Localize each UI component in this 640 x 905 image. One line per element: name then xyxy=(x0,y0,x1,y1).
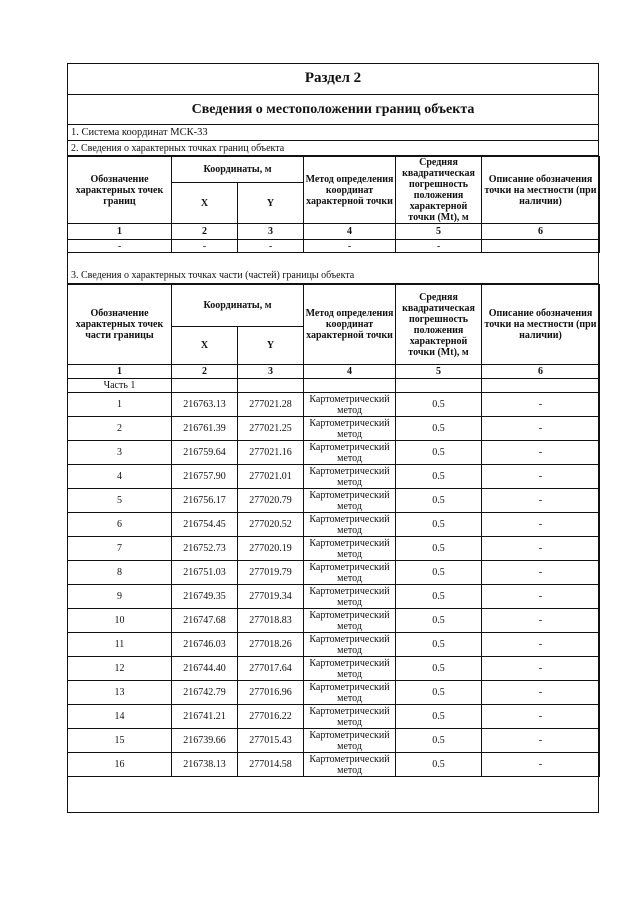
column-number: 2 xyxy=(172,224,238,240)
error-cell: 0.5 xyxy=(396,585,482,609)
description-cell: - xyxy=(482,465,600,489)
error-cell: 0.5 xyxy=(396,561,482,585)
point-number: 7 xyxy=(68,537,172,561)
description-cell: - xyxy=(482,753,600,777)
description-cell: - xyxy=(482,537,600,561)
coord-x: 216744.40 xyxy=(172,657,238,681)
method-cell: Картометрический метод xyxy=(304,609,396,633)
section-title: Раздел 2 xyxy=(67,63,599,95)
column-number: 1 xyxy=(68,224,172,240)
coord-y: 277020.19 xyxy=(238,537,304,561)
point-number: 9 xyxy=(68,585,172,609)
table-row xyxy=(68,657,600,681)
coord-y: 277021.25 xyxy=(238,417,304,441)
header-x: X xyxy=(172,183,238,224)
coord-y: 277018.26 xyxy=(238,633,304,657)
boundary-points-table xyxy=(67,156,600,253)
coord-y: 277020.79 xyxy=(238,489,304,513)
table-row xyxy=(68,537,600,561)
header-description: Описание обозначения точки на местности (при наличии) xyxy=(482,157,600,224)
header-y: Y xyxy=(238,327,304,365)
header-x: X xyxy=(172,327,238,365)
coord-x: 216763.13 xyxy=(172,393,238,417)
description-cell: - xyxy=(482,489,600,513)
method-cell: Картометрический метод xyxy=(304,561,396,585)
coord-y: 277018.83 xyxy=(238,609,304,633)
method-cell: Картометрический метод xyxy=(304,465,396,489)
coord-x: 216738.13 xyxy=(172,753,238,777)
description-cell: - xyxy=(482,393,600,417)
point-number: 1 xyxy=(68,393,172,417)
section-3-heading: 3. Сведения о характерных точках части (частей) границы объекта xyxy=(67,268,599,284)
description-cell: - xyxy=(482,561,600,585)
empty-bottom-area xyxy=(67,795,599,813)
point-number: 13 xyxy=(68,681,172,705)
coord-x: 216741.21 xyxy=(172,705,238,729)
method-cell: Картометрический метод xyxy=(304,393,396,417)
coord-y: 277021.01 xyxy=(238,465,304,489)
error-cell: 0.5 xyxy=(396,633,482,657)
point-number: 14 xyxy=(68,705,172,729)
header-point-designation: Обозначение характерных точек границ xyxy=(68,157,172,224)
table-row xyxy=(68,561,600,585)
point-number: 5 xyxy=(68,489,172,513)
column-number: 2 xyxy=(172,365,238,379)
header-description: Описание обозначения точки на местности (при наличии) xyxy=(482,285,600,365)
part-label: Часть 1 xyxy=(68,379,172,393)
error-cell: 0.5 xyxy=(396,513,482,537)
point-number: 11 xyxy=(68,633,172,657)
empty-cell: - xyxy=(396,240,482,253)
method-cell: Картометрический метод xyxy=(304,489,396,513)
table-row xyxy=(68,393,600,417)
coord-x: 216761.39 xyxy=(172,417,238,441)
coord-x: 216756.17 xyxy=(172,489,238,513)
column-number: 3 xyxy=(238,365,304,379)
coord-x: 216746.03 xyxy=(172,633,238,657)
coord-y: 277016.22 xyxy=(238,705,304,729)
error-cell: 0.5 xyxy=(396,441,482,465)
column-number: 4 xyxy=(304,224,396,240)
error-cell: 0.5 xyxy=(396,753,482,777)
column-number: 5 xyxy=(396,224,482,240)
empty-cell xyxy=(482,240,600,253)
table-row xyxy=(68,441,600,465)
description-cell: - xyxy=(482,681,600,705)
point-number: 6 xyxy=(68,513,172,537)
error-cell: 0.5 xyxy=(396,609,482,633)
error-cell: 0.5 xyxy=(396,417,482,441)
point-number: 3 xyxy=(68,441,172,465)
description-cell: - xyxy=(482,417,600,441)
description-cell: - xyxy=(482,585,600,609)
table-row xyxy=(68,417,600,441)
coord-x: 216739.66 xyxy=(172,729,238,753)
header-method: Метод определения координат характерной точки xyxy=(304,285,396,365)
coord-y: 277016.96 xyxy=(238,681,304,705)
coord-y: 277019.34 xyxy=(238,585,304,609)
table-row xyxy=(68,465,600,489)
coord-x: 216754.45 xyxy=(172,513,238,537)
header-coordinates: Координаты, м xyxy=(172,157,304,183)
description-cell: - xyxy=(482,441,600,465)
error-cell: 0.5 xyxy=(396,537,482,561)
part-boundary-points-table xyxy=(67,284,600,777)
table-row xyxy=(68,753,600,777)
coord-x: 216752.73 xyxy=(172,537,238,561)
section-2-heading: 2. Сведения о характерных точках границ объекта xyxy=(67,141,599,156)
point-number: 15 xyxy=(68,729,172,753)
coord-y: 277021.16 xyxy=(238,441,304,465)
method-cell: Картометрический метод xyxy=(304,633,396,657)
coord-y: 277020.52 xyxy=(238,513,304,537)
empty-cell: - xyxy=(172,240,238,253)
coord-y: 277015.43 xyxy=(238,729,304,753)
empty-cell: - xyxy=(68,240,172,253)
coord-y: 277017.64 xyxy=(238,657,304,681)
coord-x: 216747.68 xyxy=(172,609,238,633)
table-row xyxy=(68,609,600,633)
method-cell: Картометрический метод xyxy=(304,513,396,537)
description-cell: - xyxy=(482,513,600,537)
table-row xyxy=(68,681,600,705)
error-cell: 0.5 xyxy=(396,465,482,489)
method-cell: Картометрический метод xyxy=(304,417,396,441)
point-number: 2 xyxy=(68,417,172,441)
coord-x: 216759.64 xyxy=(172,441,238,465)
table-row xyxy=(68,513,600,537)
method-cell: Картометрический метод xyxy=(304,657,396,681)
column-number: 6 xyxy=(482,224,600,240)
description-cell: - xyxy=(482,633,600,657)
description-cell: - xyxy=(482,609,600,633)
description-cell: - xyxy=(482,729,600,753)
point-number: 10 xyxy=(68,609,172,633)
error-cell: 0.5 xyxy=(396,705,482,729)
header-coordinates: Координаты, м xyxy=(172,285,304,327)
coord-system-line: 1. Система координат МСК-33 xyxy=(67,125,599,141)
header-error: Средняя квадратическая погрешность положения характерной точки (Мt), м xyxy=(396,285,482,365)
point-number: 8 xyxy=(68,561,172,585)
error-cell: 0.5 xyxy=(396,393,482,417)
error-cell: 0.5 xyxy=(396,729,482,753)
column-number: 1 xyxy=(68,365,172,379)
error-cell: 0.5 xyxy=(396,681,482,705)
point-number: 16 xyxy=(68,753,172,777)
coord-y: 277019.79 xyxy=(238,561,304,585)
error-cell: 0.5 xyxy=(396,489,482,513)
coord-y: 277021.28 xyxy=(238,393,304,417)
document-subtitle: Сведения о местоположении границ объекта xyxy=(67,95,599,125)
header-y: Y xyxy=(238,183,304,224)
column-number: 5 xyxy=(396,365,482,379)
column-number: 3 xyxy=(238,224,304,240)
coord-x: 216749.35 xyxy=(172,585,238,609)
coord-x: 216742.79 xyxy=(172,681,238,705)
coord-y: 277014.58 xyxy=(238,753,304,777)
table-row xyxy=(68,633,600,657)
method-cell: Картометрический метод xyxy=(304,681,396,705)
header-method: Метод определения координат характерной точки xyxy=(304,157,396,224)
header-point-designation: Обозначение характерных точек части границы xyxy=(68,285,172,365)
method-cell: Картометрический метод xyxy=(304,441,396,465)
method-cell: Картометрический метод xyxy=(304,729,396,753)
table-row xyxy=(68,729,600,753)
method-cell: Картометрический метод xyxy=(304,705,396,729)
description-cell: - xyxy=(482,657,600,681)
point-number: 4 xyxy=(68,465,172,489)
coord-x: 216751.03 xyxy=(172,561,238,585)
point-number: 12 xyxy=(68,657,172,681)
column-number: 6 xyxy=(482,365,600,379)
empty-cell: - xyxy=(238,240,304,253)
table-row xyxy=(68,489,600,513)
method-cell: Картометрический метод xyxy=(304,585,396,609)
column-number: 4 xyxy=(304,365,396,379)
empty-cell: - xyxy=(304,240,396,253)
coord-x: 216757.90 xyxy=(172,465,238,489)
error-cell: 0.5 xyxy=(396,657,482,681)
header-error: Средняя квадратическая погрешность положения характерной точки (Мt), м xyxy=(396,157,482,224)
description-cell: - xyxy=(482,705,600,729)
table-row xyxy=(68,705,600,729)
table-row xyxy=(68,585,600,609)
method-cell: Картометрический метод xyxy=(304,753,396,777)
method-cell: Картометрический метод xyxy=(304,537,396,561)
